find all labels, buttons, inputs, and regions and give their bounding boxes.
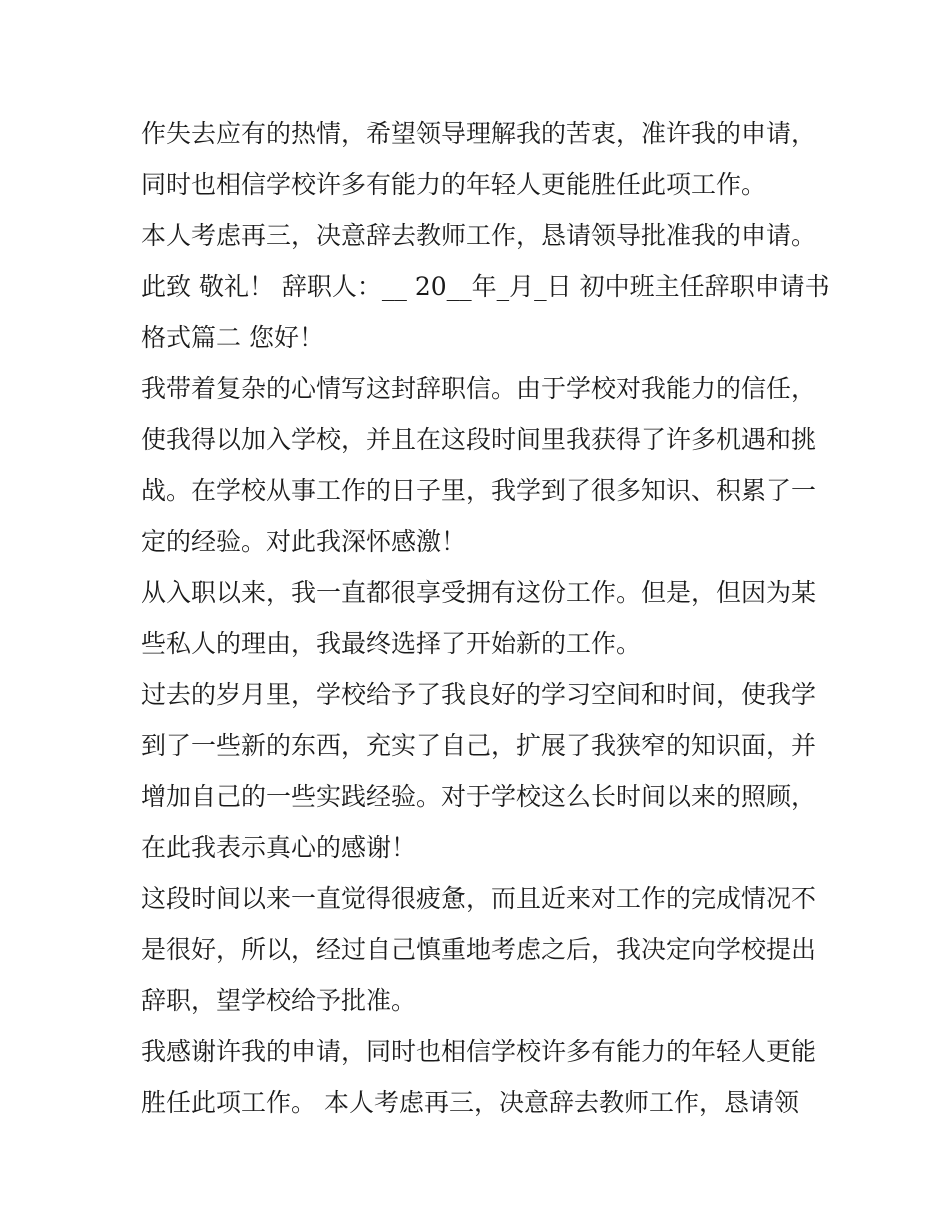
text-line: 辞职，望学校给予批准。 bbox=[141, 986, 417, 1015]
text-line: 增加自己的一些实践经验。对于学校这么长时间以来的照顾， bbox=[141, 782, 817, 811]
text-line: 使我得以加入学校，并且在这段时间里我获得了许多机遇和挑 bbox=[141, 425, 817, 454]
text-line: 作失去应有的热情，希望领导理解我的苦衷，准许我的申请， bbox=[141, 119, 817, 148]
text-line: 我感谢许我的申请，同时也相信学校许多有能力的年轻人更能 bbox=[141, 1037, 817, 1066]
text-line: 胜任此项工作。 本人考虑再三，决意辞去教师工作，恳请领 bbox=[141, 1088, 799, 1117]
text-line: 到了一些新的东西，充实了自己，扩展了我狭窄的知识面，并 bbox=[141, 731, 817, 760]
text-line: 定的经验。对此我深怀感激！ bbox=[141, 527, 467, 556]
document-body bbox=[141, 108, 830, 1128]
text-line: 同时也相信学校许多有能力的年轻人更能胜任此项工作。 bbox=[141, 170, 767, 199]
text-line: 在此我表示真心的感谢！ bbox=[141, 833, 417, 862]
text-line: 我带着复杂的心情写这封辞职信。由于学校对我能力的信任， bbox=[141, 374, 817, 403]
text-line: 是很好，所以，经过自己慎重地考虑之后，我决定向学校提出 bbox=[141, 935, 817, 964]
text-line: 从入职以来，我一直都很享受拥有这份工作。但是，但因为某 bbox=[141, 578, 817, 607]
text-line: 过去的岁月里，学校给予了我良好的学习空间和时间，使我学 bbox=[141, 680, 817, 709]
text-line: 这段时间以来一直觉得很疲惫，而且近来对工作的完成情况不 bbox=[141, 884, 817, 913]
text-line: 此致 敬礼！ 辞职人：__ 20__年_月_日 初中班主任辞职申请书 bbox=[141, 272, 830, 301]
text-line: 本人考虑再三，决意辞去教师工作，恳请领导批准我的申请。 bbox=[141, 221, 817, 250]
text-line: 格式篇二 您好！ bbox=[141, 323, 324, 352]
text-line: 战。在学校从事工作的日子里，我学到了很多知识、积累了一 bbox=[141, 476, 817, 505]
text-line: 些私人的理由，我最终选择了开始新的工作。 bbox=[141, 629, 642, 658]
